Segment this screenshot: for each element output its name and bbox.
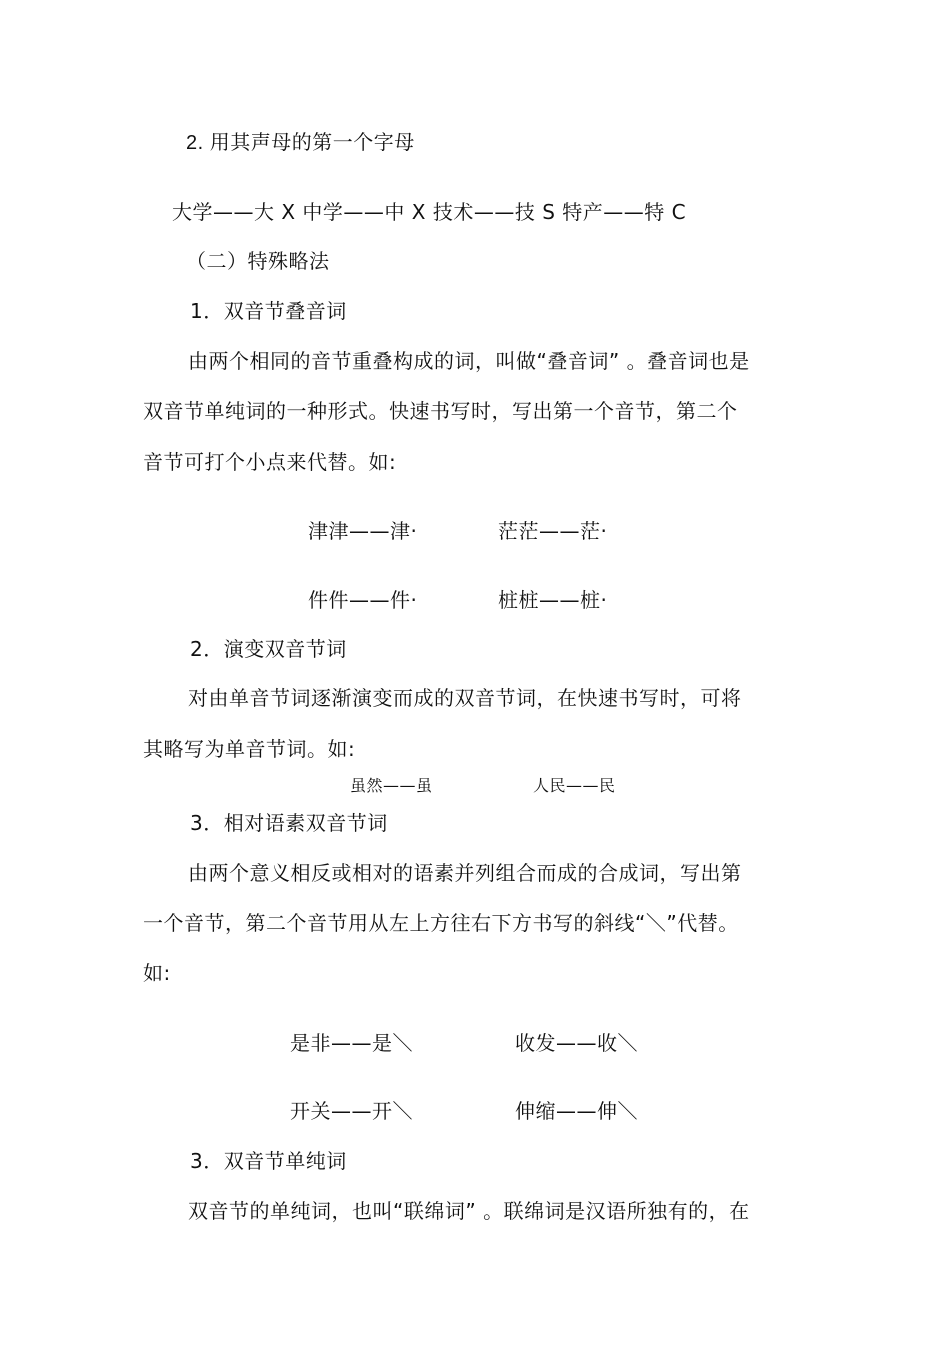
example-item: 津津——津· [308,519,418,543]
paragraph-line: 由两个意义相反或相对的语素并列组合而成的合成词，写出第 [188,861,742,885]
paragraph-line: 如: [143,961,171,985]
paragraph-line: 双音节单纯词的一种形式。快速书写时，写出第一个音节，第二个 [143,399,738,423]
example-item: 虽然——虽 [350,776,433,795]
example-item: 开关——开＼ [290,1099,413,1123]
example-item: 是非——是＼ [290,1031,413,1055]
example-item: 茫茫——茫· [498,519,608,543]
example-item: 件件——件· [308,588,418,612]
paragraph-line: 音节可打个小点来代替。如: [143,450,397,474]
subsection-heading: 1．双音节叠音词 [190,299,347,323]
example-line: 大学——大 X 中学——中 X 技术——技 S 特产——特 C [172,200,687,224]
paragraph-line: 一个音节，第二个音节用从左上方往右下方书写的斜线“＼”代替。 [143,911,739,935]
example-item: 桩桩——桩· [498,588,608,612]
subsection-heading: 3．相对语素双音节词 [190,811,388,835]
example-item: 伸缩——伸＼ [515,1099,638,1123]
paragraph-line: 对由单音节词逐渐演变而成的双音节词，在快速书写时，可将 [188,686,742,710]
subsection-heading: 2．演变双音节词 [190,637,347,661]
list-item-heading: 2. 用其声母的第一个字母 [186,132,415,154]
example-item: 收发——收＼ [515,1031,638,1055]
paragraph-line: 其略写为单音节词。如: [143,737,356,761]
subsection-heading: 3．双音节单纯词 [190,1149,347,1173]
example-item: 人民——民 [533,776,616,795]
paragraph-line: 由两个相同的音节重叠构成的词，叫做“叠音词” 。叠音词也是 [188,349,750,373]
paragraph-line: 双音节的单纯词，也叫“联绵词” 。联绵词是汉语所独有的，在 [188,1199,750,1223]
section-heading: （二）特殊略法 [186,249,330,273]
